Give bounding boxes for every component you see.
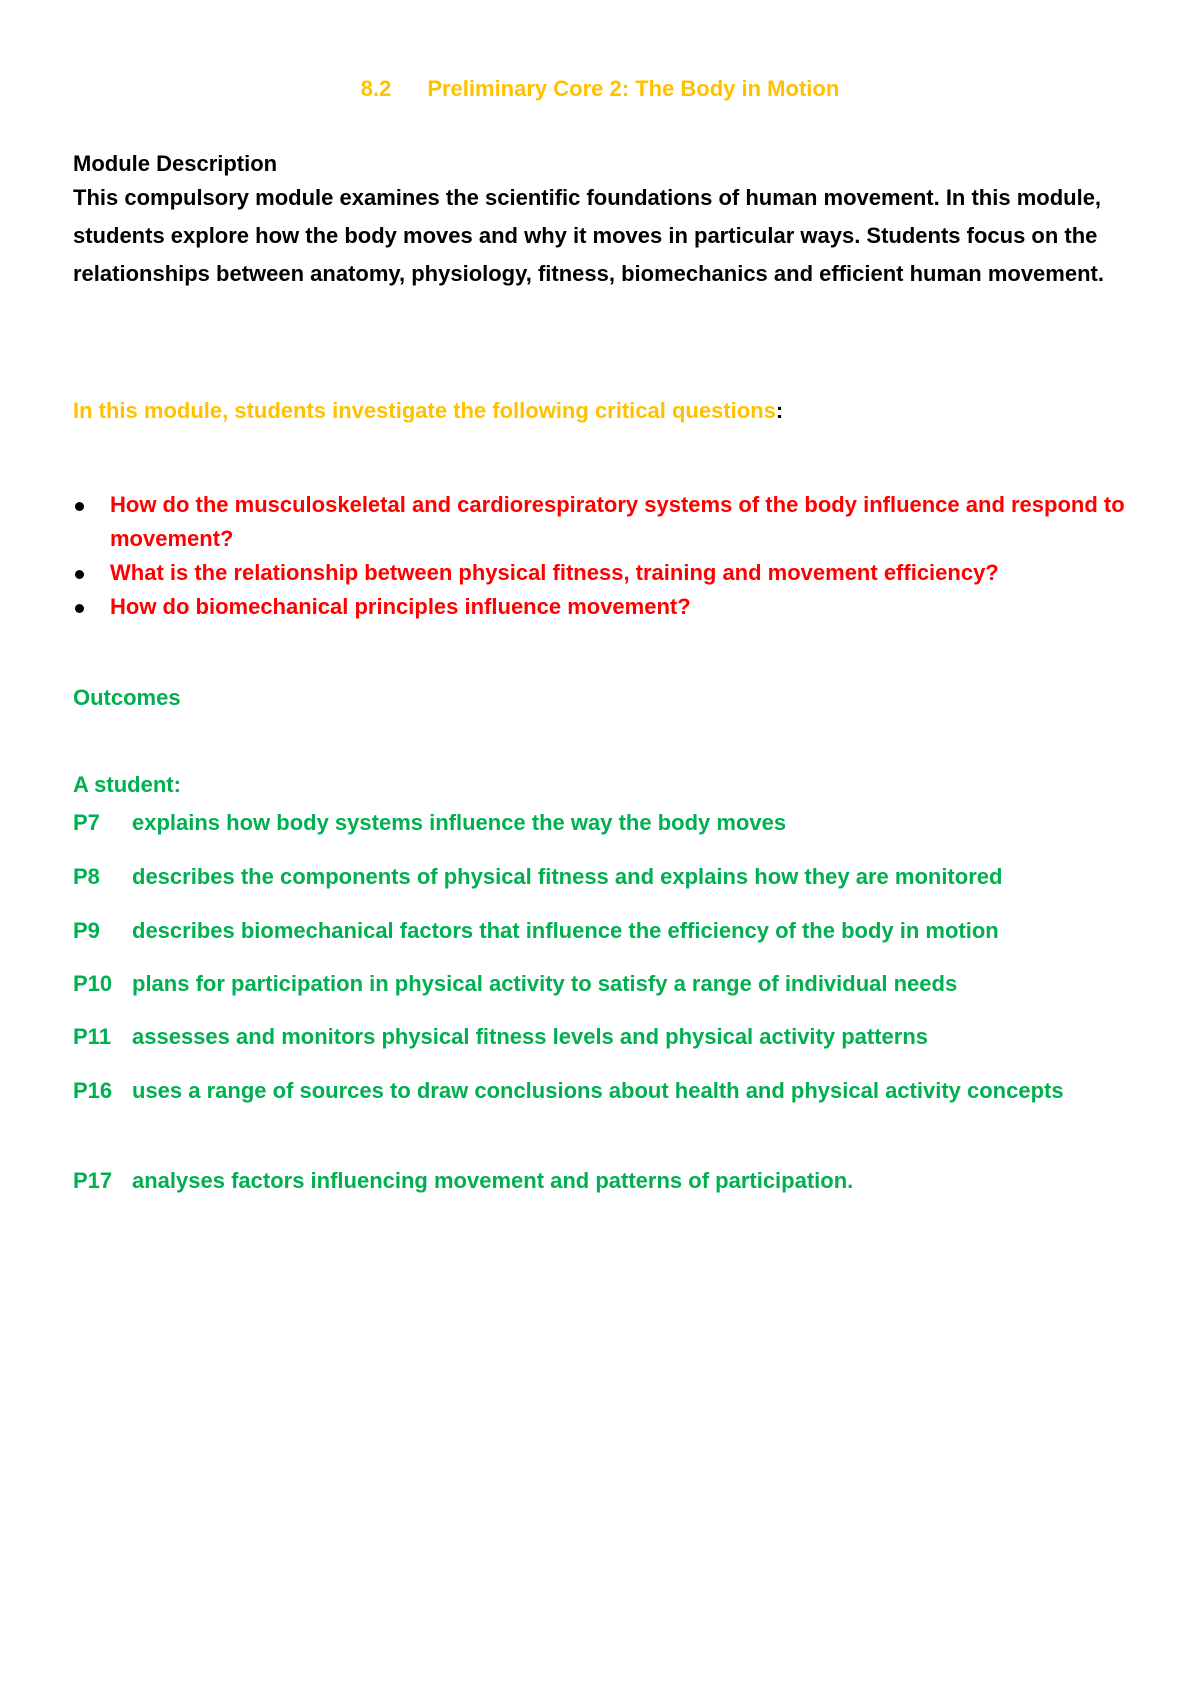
outcome-text: explains how body systems influence the way the body moves bbox=[132, 810, 787, 835]
outcome-item bbox=[73, 914, 1133, 948]
outcome-text: analyses factors influencing movement and patterns of participation. bbox=[132, 1168, 854, 1193]
student-label: A student: bbox=[73, 772, 181, 797]
outcome-code: P17 bbox=[73, 1168, 113, 1193]
outcome-code: P8 bbox=[73, 864, 100, 889]
outcomes-title: Outcomes bbox=[73, 685, 181, 710]
outcome-text: describes biomechanical factors that influence the efficiency of the body in motion bbox=[132, 918, 999, 943]
bullet-icon bbox=[75, 502, 84, 511]
outcome-text: assesses and monitors physical fitness levels and physical activity patterns bbox=[132, 1024, 929, 1049]
outcome-item bbox=[73, 1164, 1133, 1198]
section-heading bbox=[0, 76, 1200, 102]
outcome-text: plans for participation in physical activity to satisfy a range of individual needs bbox=[132, 971, 958, 996]
outcome-item bbox=[73, 806, 1133, 840]
module-description-title: Module Description bbox=[73, 151, 278, 176]
outcome-code: P7 bbox=[73, 810, 100, 835]
bullet-icon bbox=[75, 604, 84, 613]
critical-question-text: What is the relationship between physical fitness, training and movement efficiency? bbox=[110, 560, 999, 585]
section-title: Preliminary Core 2: The Body in Motion bbox=[427, 76, 840, 101]
critical-question-text: How do biomechanical principles influence movement? bbox=[110, 594, 691, 619]
outcome-item bbox=[73, 1020, 1133, 1054]
outcome-text: uses a range of sources to draw conclusions about health and physical activity concepts bbox=[132, 1078, 1064, 1103]
outcome-code: P9 bbox=[73, 918, 100, 943]
module-description-body: This compulsory module examines the scientific foundations of human movement. In this module, students explore how the body moves and why it moves in particular ways. Students focus on the relationships between anatomy, physiology, fitness, biomechanics and efficient human movement. bbox=[73, 185, 1104, 286]
outcome-code: P11 bbox=[73, 1024, 111, 1049]
outcome-item bbox=[73, 1074, 1133, 1108]
outcome-text: describes the components of physical fitness and explains how they are monitored bbox=[132, 864, 1003, 889]
critical-question-text: How do the musculoskeletal and cardiorespiratory systems of the body influence and respond to movement? bbox=[110, 492, 1125, 551]
critical-questions-intro-colon: : bbox=[775, 398, 784, 423]
bullet-icon bbox=[75, 570, 84, 579]
outcome-item bbox=[73, 860, 1133, 894]
critical-question bbox=[73, 488, 1133, 556]
critical-question bbox=[73, 556, 1133, 590]
critical-questions-intro bbox=[73, 398, 783, 424]
critical-questions-list bbox=[73, 488, 1133, 624]
outcome-code: P10 bbox=[73, 971, 113, 996]
section-number: 8.2 bbox=[360, 76, 392, 101]
critical-question bbox=[73, 590, 1133, 624]
outcome-item bbox=[73, 967, 1133, 1001]
outcome-code: P16 bbox=[73, 1078, 113, 1103]
critical-questions-intro-text: In this module, students investigate the following critical questions bbox=[73, 398, 776, 423]
